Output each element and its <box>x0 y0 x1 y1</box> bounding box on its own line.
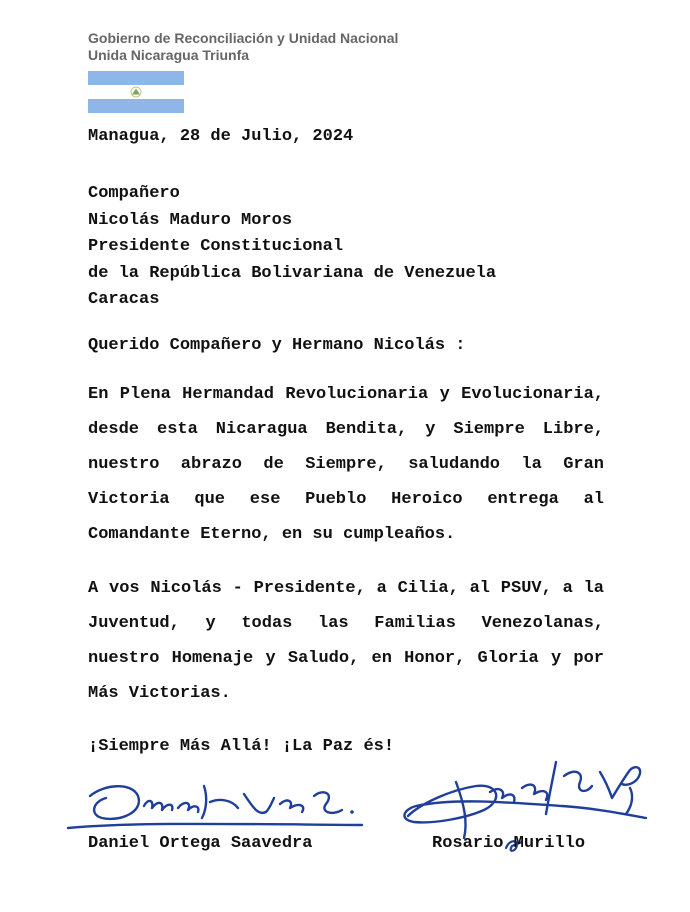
letterhead <box>88 30 398 64</box>
recipient-line: Caracas <box>88 290 160 309</box>
body-paragraph-2: A vos Nicolás - Presidente, a Cilia, al PSUV, a la Juventud, y todas las Familias Venezolanas, nuestro Homenaje y Saludo, en Honor, Gloria y por Más Victorias. <box>88 579 604 703</box>
body-paragraph-1: En Plena Hermandad Revolucionaria y Evolucionaria, desde esta Nicaragua Bendita, y Siempre Libre, nuestro abrazo de Siempre, saludando la Gran Victoria que ese Pueblo Heroico entrega al Comandante Eterno, en su cumpleaños. <box>88 385 604 544</box>
closing-line: ¡Siempre Más Allá! ¡La Paz és! <box>88 737 395 756</box>
signature-icon <box>62 772 372 838</box>
recipient-line: Compañero <box>88 184 180 203</box>
recipient-line: Nicolás Maduro Moros <box>88 210 293 230</box>
nicaragua-flag-icon <box>88 71 184 113</box>
letterhead-slogan: Unida Nicaragua Triunfa <box>88 47 250 63</box>
recipient-line: de la República Bolivariana de Venezuela <box>88 263 497 283</box>
letterhead-government-name: Gobierno de Reconciliación y Unidad Nacional <box>88 30 399 46</box>
recipient-block <box>88 181 496 314</box>
recipient-line: Presidente Constitucional <box>88 237 344 256</box>
signer-name-rosario-murillo: Rosario Murillo <box>432 834 586 853</box>
signer-name-daniel-ortega: Daniel Ortega Saavedra <box>88 834 313 853</box>
letter-date: Managua, 28 de Julio, 2024 <box>88 127 354 146</box>
salutation: Querido Compañero y Hermano Nicolás : <box>88 336 466 355</box>
